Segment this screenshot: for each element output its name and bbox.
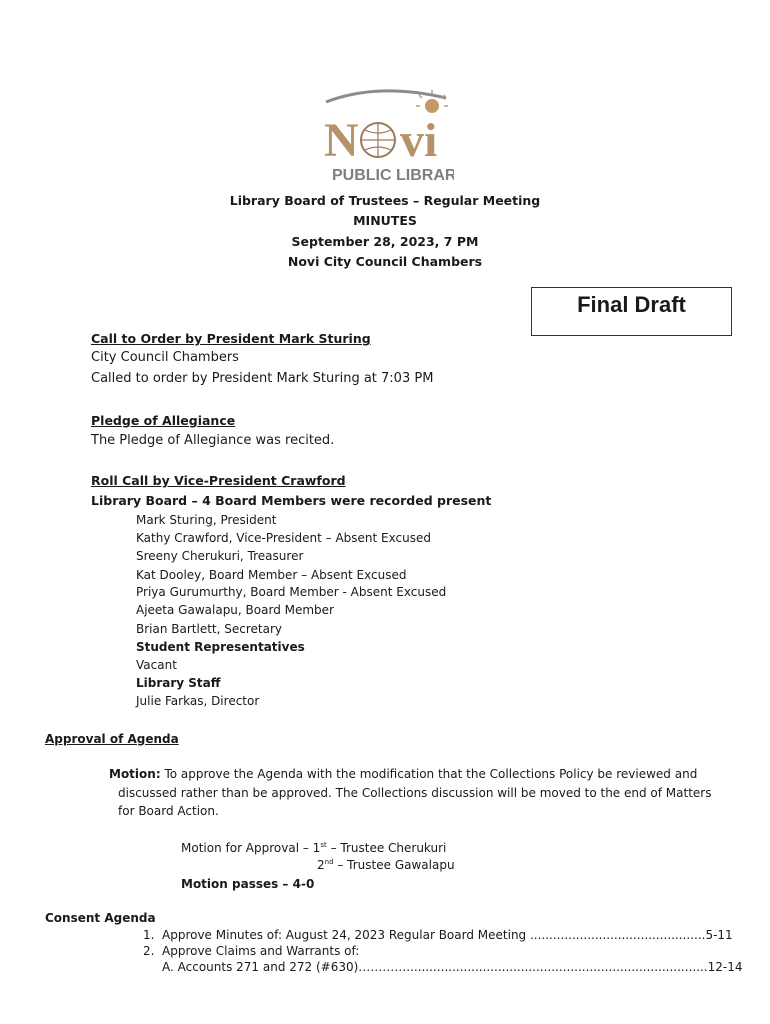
motion-text1: To approve the Agenda with the modification that the Collections Policy be reviewed and xyxy=(164,767,698,781)
consent-item2: Approve Claims and Warrants of: xyxy=(162,944,360,958)
motion-line3: for Board Action. xyxy=(118,804,219,818)
consent-item2a: A. Accounts 271 and 272 (#630)…………...............................................................................12-14 xyxy=(162,960,743,974)
roll-call-heading: Roll Call by Vice-President Crawford xyxy=(91,473,346,488)
member-item: Mark Sturing, President xyxy=(136,513,277,527)
student-reps-heading: Student Representatives xyxy=(136,640,305,654)
approval-first-label: Motion for Approval – 1 xyxy=(181,841,321,855)
member-item: Priya Gurumurthy, Board Member - Absent Excused xyxy=(136,585,447,599)
member-item: Kat Dooley, Board Member – Absent Excused xyxy=(136,568,407,582)
svg-text:N: N xyxy=(324,114,359,167)
approval-second-sup: nd xyxy=(324,858,334,866)
library-staff-value: Julie Farkas, Director xyxy=(136,694,260,708)
motion-line2: discussed rather than be approved. The Collections discussion will be moved to the end of Matters xyxy=(118,786,712,800)
final-draft-box xyxy=(531,287,732,336)
motion-approval-first xyxy=(181,841,446,855)
consent-agenda-heading: Consent Agenda xyxy=(45,911,156,925)
logo-graphic xyxy=(318,84,454,184)
approval-agenda-heading: Approval of Agenda xyxy=(45,732,179,746)
meeting-location: Novi City Council Chambers xyxy=(287,254,483,269)
roll-call-subtitle: Library Board – 4 Board Members were recorded present xyxy=(91,493,492,508)
approval-second-trustee: – Trustee Gawalapu xyxy=(337,858,455,872)
meeting-title: Library Board of Trustees – Regular Meeting xyxy=(229,193,541,208)
approval-first-trustee: – Trustee Cherukuri xyxy=(330,841,447,855)
call-to-order-line1: City Council Chambers xyxy=(91,350,239,365)
library-staff-heading: Library Staff xyxy=(136,676,221,690)
motion-approval-second xyxy=(317,858,455,872)
consent-item1-number: 1. xyxy=(143,928,155,942)
pledge-text: The Pledge of Allegiance was recited. xyxy=(91,433,335,448)
library-logo xyxy=(318,84,454,184)
member-item: Brian Bartlett, Secretary xyxy=(136,622,282,636)
svg-text:PUBLIC LIBRARY: PUBLIC LIBRARY xyxy=(332,167,454,184)
approval-first-sup: st xyxy=(320,841,327,849)
final-draft-label: Final Draft xyxy=(577,292,686,317)
svg-text:vi: vi xyxy=(400,114,438,167)
member-item: Ajeeta Gawalapu, Board Member xyxy=(136,603,334,617)
call-to-order-heading: Call to Order by President Mark Sturing xyxy=(91,331,371,346)
call-to-order-line2: Called to order by President Mark Sturing at 7:03 PM xyxy=(91,371,434,386)
motion-label: Motion: xyxy=(109,767,161,781)
member-item: Sreeny Cherukuri, Treasurer xyxy=(136,549,304,563)
student-reps-value: Vacant xyxy=(136,658,177,672)
member-item: Kathy Crawford, Vice-President – Absent Excused xyxy=(136,531,431,545)
approval-second-label: 2 xyxy=(317,858,325,872)
pledge-heading: Pledge of Allegiance xyxy=(91,413,236,428)
meeting-date: September 28, 2023, 7 PM xyxy=(291,234,479,249)
consent-item2-number: 2. xyxy=(143,944,155,958)
motion-line1 xyxy=(109,767,697,781)
consent-item1: Approve Minutes of: August 24, 2023 Regular Board Meeting ..............................................5-11 xyxy=(162,928,733,942)
minutes-label: MINUTES xyxy=(353,213,417,228)
motion-result: Motion passes – 4-0 xyxy=(181,877,315,891)
